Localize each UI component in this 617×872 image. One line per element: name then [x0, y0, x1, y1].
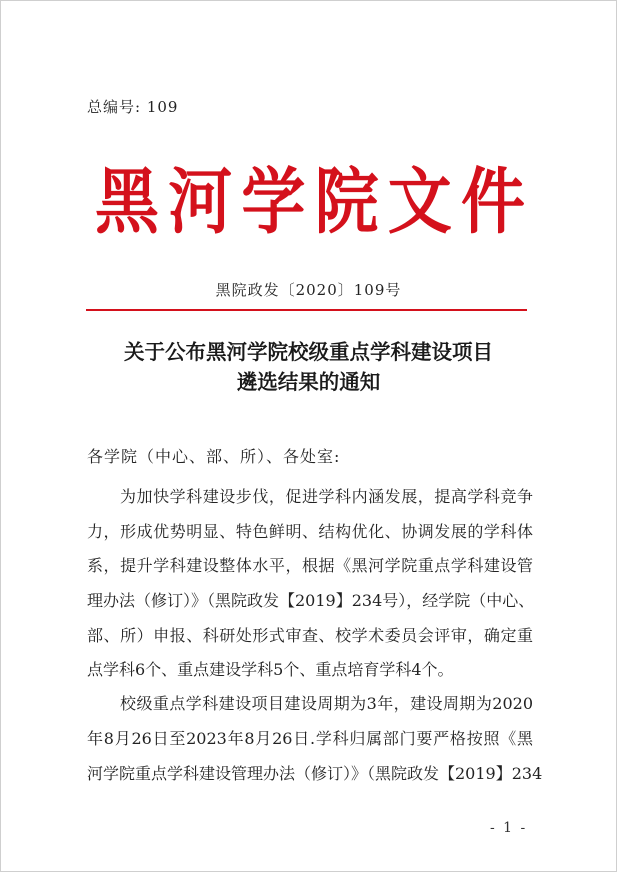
banner-char: 院	[314, 160, 379, 245]
red-divider-line	[86, 309, 527, 311]
banner-char: 件	[460, 160, 525, 245]
paragraph-1-line: 力，形成优势明显、特色鲜明、结构优化、协调发展的学科体	[87, 522, 533, 541]
title-line: 关于公布黑河学院校级重点学科建设项目	[124, 340, 493, 364]
paragraph-1-line: 理办法（修订）》（黑院政发【2019】234号），经学院（中心、	[87, 591, 535, 610]
paragraph-2-line: 校级重点学科建设项目建设周期为3年，建设周期为2020	[120, 694, 533, 713]
title-line: 遴选结果的通知	[236, 370, 381, 394]
banner-char: 学	[241, 160, 306, 245]
paragraph-1-line: 部、所）申报、科研处形式审查、校学术委员会评审，确定重	[87, 626, 533, 645]
document-title	[0, 337, 617, 397]
paragraph-1-line: 系，提升学科建设整体水平，根据《黑河学院重点学科建设管	[87, 556, 533, 575]
salutation: 各学院（中心、部、所）、各处室:	[87, 447, 341, 466]
document-number: 黑院政发〔2020〕109号	[215, 281, 402, 299]
paragraph-2-line: 年8月26日至2023年8月26日.学科归属部门要严格按照《黑	[87, 729, 533, 748]
banner-char: 黑	[95, 160, 159, 245]
paragraph-1-line: 为加快学科建设步伐，促进学科内涵发展，提高学科竞争	[120, 487, 533, 506]
document-serial-number: 总编号: 109	[87, 98, 179, 116]
paragraph-1-line: 点学科6个、重点建设学科5个、重点培育学科4个。	[87, 660, 454, 679]
paragraph-2-line: 河学院重点学科建设管理办法（修订）》（黑院政发【2019】234	[87, 764, 543, 783]
banner-char: 文	[387, 160, 452, 245]
page-number: - 1 -	[490, 820, 528, 836]
red-header-banner	[95, 158, 525, 248]
banner-char: 河	[168, 160, 233, 245]
